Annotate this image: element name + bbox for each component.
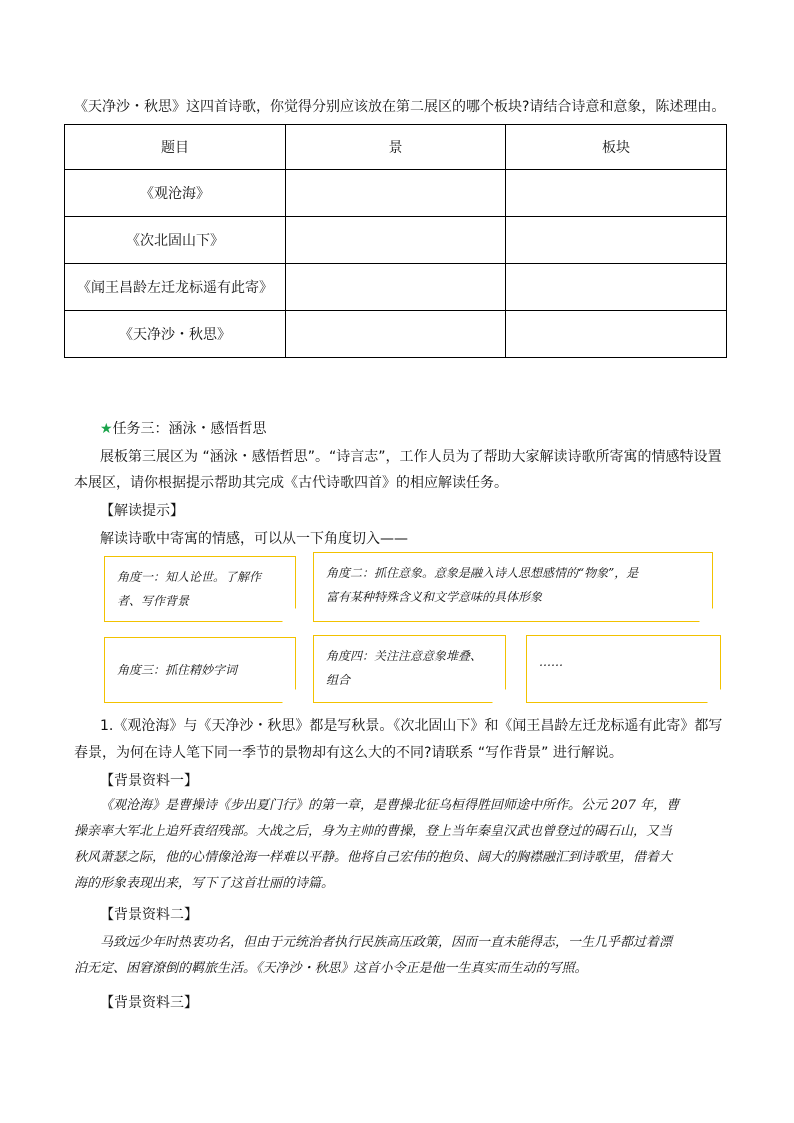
- bg-line: 泊无定、困窘潦倒的羁旅生活。《天净沙・秋思》这首小令正是他一生真实而生动的写照。: [74, 961, 588, 976]
- table-header-row: [65, 125, 727, 170]
- board-cell[interactable]: [506, 264, 727, 311]
- bg-line: 海的形象表现出来，写下了这首壮丽的诗篇。: [74, 876, 335, 891]
- note-angle-1: [104, 556, 296, 622]
- note-text: ……: [539, 655, 563, 669]
- task3-para-line1: 展板第三展区为 “涵泳・感悟哲思”。“诗言志”，工作人员为了帮助大家解读诗歌所寄寓的情感特设置: [100, 449, 722, 465]
- note-angle-4: [313, 635, 506, 703]
- hint-intro: 解读诗歌中寄寓的情感，可以从一下角度切入——: [100, 531, 408, 547]
- note-angle-3: [104, 637, 296, 703]
- bg-line: 秋风萧瑟之际，他的心情像沧海一样难以平静。他将自己宏伟的抱负、阔大的胸襟融汇到诗歌里，借着大: [74, 850, 673, 865]
- page-curl-icon: [282, 689, 296, 703]
- scene-cell[interactable]: [286, 217, 506, 264]
- bg-line: 《观沧海》是曹操诗《步出夏门行》的第一章，是曹操北征乌桓得胜回师途中所作。公元 207 年，曹: [100, 798, 680, 813]
- star-icon: ★: [100, 421, 113, 437]
- note-text: 组合: [326, 673, 351, 687]
- board-cell[interactable]: [506, 311, 727, 358]
- scene-cell[interactable]: [286, 170, 506, 217]
- poem-table: [64, 124, 727, 358]
- poem-title-cell: 《次北固山下》: [65, 217, 286, 264]
- table-row: [65, 217, 727, 264]
- table-row: [65, 170, 727, 217]
- task3-para-line2: 本展区，请你根据提示帮助其完成《古代诗歌四首》的相应解读任务。: [74, 475, 508, 491]
- poem-title-cell: 《观沧海》: [65, 170, 286, 217]
- board-cell[interactable]: [506, 170, 727, 217]
- note-text: 者、写作背景: [117, 594, 190, 608]
- bg-line: 操亲率大军北上追歼袁绍残部。大战之后，身为主帅的曹操，登上当年秦皇汉武也曾登过的碣石山，又当: [74, 824, 673, 839]
- task3-title: [100, 418, 267, 438]
- note-text: 角度三：抓住精妙字词: [117, 663, 238, 677]
- bg-line: 马致远少年时热衷功名，但由于元统治者执行民族高压政策，因而一直未能得志，一生几乎都过着漂: [100, 935, 673, 950]
- note-text: 角度一：知人论世。了解作: [117, 570, 262, 584]
- header-board: 板块: [506, 125, 727, 170]
- background-text-1: [74, 793, 724, 897]
- background-heading-1: 【背景资料一】: [100, 773, 198, 789]
- note-angle-2: [313, 552, 713, 622]
- task3-title-text: 任务三：涵泳・感悟哲思: [112, 421, 267, 437]
- scene-cell[interactable]: [286, 264, 506, 311]
- table-row: [65, 264, 727, 311]
- note-text: 角度二：抓住意象。意象是融入诗人思想感情的“物象”，是: [326, 566, 639, 580]
- page-curl-icon: [699, 608, 713, 622]
- poem-title-cell: 《闻王昌龄左迁龙标遥有此寄》: [65, 264, 286, 311]
- note-text: 富有某种特殊含义和文学意味的具体形象: [326, 590, 543, 604]
- header-scene: 景: [286, 125, 506, 170]
- background-heading-3: 【背景资料三】: [100, 995, 198, 1011]
- page-curl-icon: [492, 689, 506, 703]
- table-row: [65, 311, 727, 358]
- board-cell[interactable]: [506, 217, 727, 264]
- note-text: 角度四：关注注意意象堆叠、: [326, 649, 483, 663]
- question1-line2: 春景，为何在诗人笔下同一季节的景物却有这么大的不同?请联系 “写作背景” 进行解说。: [74, 745, 623, 761]
- question1-line1: 1.《观沧海》与《天净沙・秋思》都是写秋景。《次北固山下》和《闻王昌龄左迁龙标遥有此寄》都写: [100, 718, 723, 734]
- background-heading-2: 【背景资料二】: [100, 907, 198, 923]
- intro-line: 《天净沙・秋思》这四首诗歌，你觉得分别应该放在第二展区的哪个板块?请结合诗意和意象，陈述理由。: [74, 99, 726, 115]
- header-title: 题目: [65, 125, 286, 170]
- page-curl-icon: [707, 689, 721, 703]
- background-text-2: [74, 930, 724, 982]
- page-curl-icon: [282, 608, 296, 622]
- note-more: [526, 635, 721, 703]
- poem-title-cell: 《天净沙・秋思》: [65, 311, 286, 358]
- hint-heading: 【解读提示】: [100, 503, 184, 519]
- scene-cell[interactable]: [286, 311, 506, 358]
